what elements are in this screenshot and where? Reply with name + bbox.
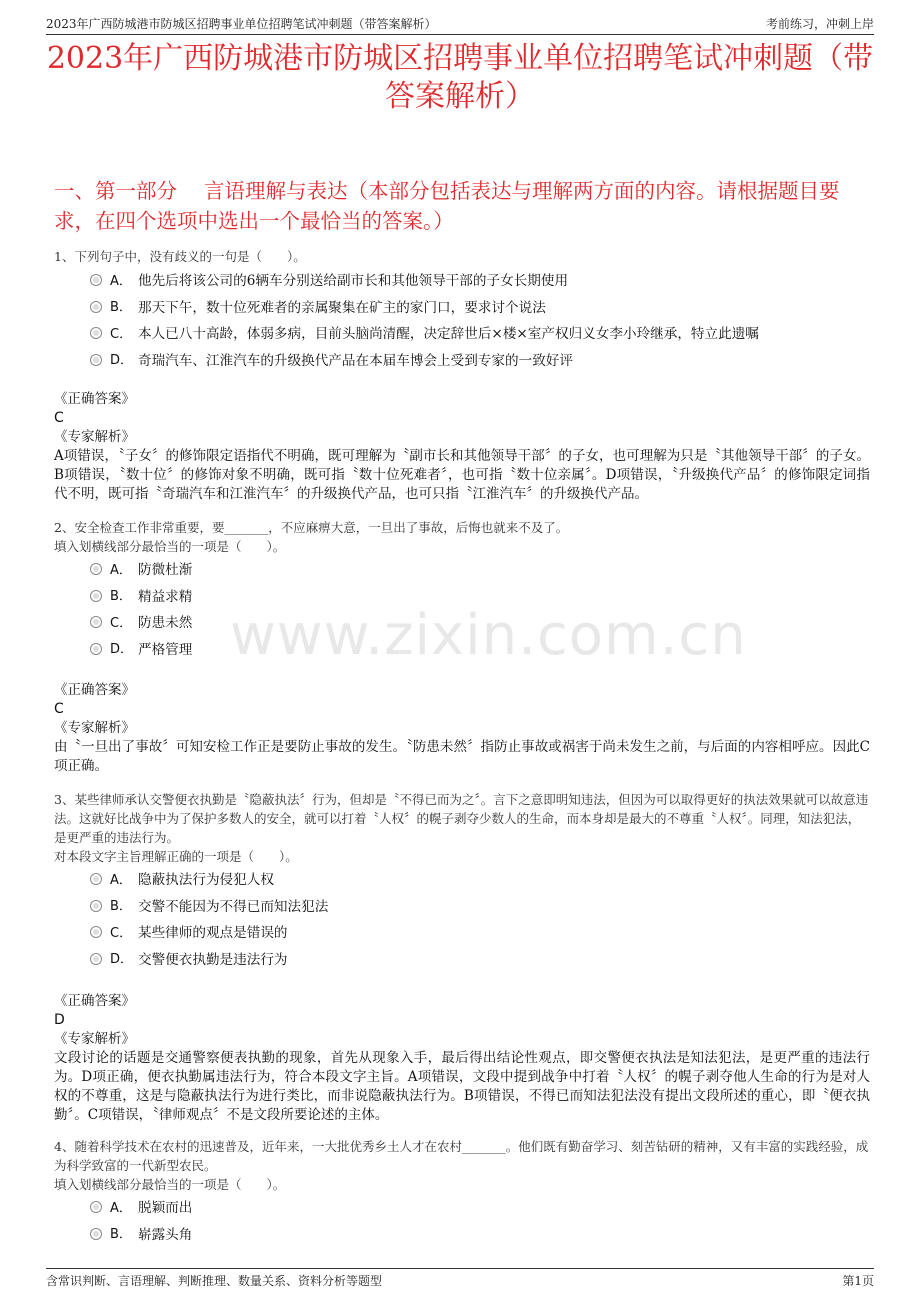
radio-icon[interactable] <box>90 327 102 339</box>
question-4-options <box>90 1193 192 1246</box>
option-3d[interactable]: D． 交警便衣执勤是违法行为 <box>90 945 328 972</box>
answer-block-1 <box>54 390 870 447</box>
option-3b[interactable]: B． 交警不能因为不得已而知法犯法 <box>90 892 328 919</box>
analysis-1: A项错误，〝子女〞的修饰限定语指代不明确，既可理解为〝副市长和其他领导干部〞的子女，也可理解为只是〝其他领导干部〞的子女。B项错误，〝数十位〞的修饰对象不明确，既可指〝数十位死难者〞，也可指〝数十位亲属〞。D项错误，〝升级换代产品〞的修饰限定词指代不明，既可指〝奇瑞汽车和江淮汽车〞的升级换代产品，也可只指〝江淮汽车〞的升级换代产品。 <box>54 448 870 502</box>
question-3-stem: 3、某些律师承认交警便衣执勤是〝隐蔽执法〞行为，但却是〝不得已而为之〞。言下之意即明知违法，但因为可以取得更好的执法效果就可以故意违法。这就好比战争中为了保护多数人的安全，就可以打着〝人权〞的幌子剥夺少数人的生命，而本身却是最大的不尊重〝人权〞。同理，知法犯法，是更严重的违法行为。 对本段文字主旨理解正确的一项是（ ）。 <box>54 792 869 864</box>
option-3a[interactable]: A． 隐蔽执法行为侵犯人权 <box>90 865 328 892</box>
header-left: 2023年广西防城港市防城区招聘事业单位招聘笔试冲刺题（带答案解析） <box>46 17 437 31</box>
radio-icon[interactable] <box>90 900 102 912</box>
expert-analysis-label: 《专家解析》 <box>54 720 135 736</box>
radio-icon[interactable] <box>90 354 102 366</box>
option-2b[interactable]: B． 精益求精 <box>90 582 192 609</box>
radio-icon[interactable] <box>90 1201 102 1213</box>
question-1-stem: 1、下列句子中，没有歧义的一句是（ ）。 <box>54 249 306 264</box>
option-4a[interactable]: A． 脱颖而出 <box>90 1193 192 1220</box>
correct-answer-label: 《正确答案》 <box>54 993 135 1009</box>
radio-icon[interactable] <box>90 301 102 313</box>
correct-answer-label: 《正确答案》 <box>54 682 135 698</box>
radio-icon[interactable] <box>90 274 102 286</box>
option-4b[interactable]: B． 崭露头角 <box>90 1220 192 1247</box>
radio-icon[interactable] <box>90 953 102 965</box>
page-footer <box>46 1268 874 1289</box>
question-4-stem: 4、随着科学技术在农村的迅速普及，近年来，一大批优秀乡土人才在农村_______。他们既有勤奋学习、刻苦钻研的精神，又有丰富的实践经验，成为科学致富的一代新型农民。 填入划横线部分最恰当的一项是（ ）。 <box>54 1139 869 1192</box>
expert-analysis-label: 《专家解析》 <box>54 1031 135 1047</box>
header-right: 考前练习，冲刺上岸 <box>765 17 874 31</box>
question-2-stem: 2、安全检查工作非常重要，要_______，不应麻痹大意，一旦出了事故，后悔也就来不及了。 填入划横线部分最恰当的一项是（ ）。 <box>54 520 569 554</box>
correct-answer: D <box>54 1012 65 1028</box>
question-2-options <box>90 555 192 661</box>
document-title: 2023年广西防城港市防城区招聘事业单位招聘笔试冲刺题（带答案解析） <box>46 41 874 114</box>
answer-block-3 <box>54 992 870 1049</box>
radio-icon[interactable] <box>90 563 102 575</box>
option-2a[interactable]: A． 防微杜渐 <box>90 555 192 582</box>
question-3-options <box>90 865 328 971</box>
option-1a[interactable]: A． 他先后将该公司的6辆车分别送给副市长和其他领导干部的子女长期使用 <box>90 266 759 293</box>
footer-left: 含常识判断、言语理解、判断推理、数量关系、资料分析等题型 <box>46 1274 383 1288</box>
option-3c[interactable]: C． 某些律师的观点是错误的 <box>90 918 328 945</box>
option-2c[interactable]: C． 防患未然 <box>90 608 192 635</box>
radio-icon[interactable] <box>90 926 102 938</box>
option-1d[interactable]: D． 奇瑞汽车、江淮汽车的升级换代产品在本届车博会上受到专家的一致好评 <box>90 346 759 373</box>
radio-icon[interactable] <box>90 643 102 655</box>
option-2d[interactable]: D． 严格管理 <box>90 635 192 662</box>
radio-icon[interactable] <box>90 873 102 885</box>
page-number: 第1页 <box>842 1274 874 1288</box>
radio-icon[interactable] <box>90 590 102 602</box>
analysis-3: 文段讨论的话题是交通警察便表执勤的现象，首先从现象入手，最后得出结论性观点，即交警便衣执法是知法犯法，是更严重的违法行为。D项正确，便衣执勤属违法行为，符合本段文字主旨。A项错误，文段中提到战争中打着〝人权〞的幌子剥夺他人生命的行为是对人权的不尊重，这是与隐蔽执法行为进行类比，而非说隐蔽执法行为。B项错误，不得已而知法犯法没有提出文段所述的重心，即〝便衣执勤〞。C项错误，〝律师观点〞不是文段所要论述的主体。 <box>54 1050 870 1123</box>
expert-analysis-label: 《专家解析》 <box>54 429 135 445</box>
question-1-options <box>90 266 759 372</box>
section-heading: 一、第一部分 言语理解与表达（本部分包括表达与理解两方面的内容。请根据题目要求，在四个选项中选出一个最恰当的答案。） <box>54 179 840 233</box>
radio-icon[interactable] <box>90 1228 102 1240</box>
radio-icon[interactable] <box>90 616 102 628</box>
analysis-2: 由〝一旦出了事故〞可知安检工作正是要防止事故的发生。〝防患未然〞指防止事故或祸害于尚未发生之前，与后面的内容相呼应。因此C项正确。 <box>54 739 870 774</box>
option-1c[interactable]: C． 本人已八十高龄，体弱多病，目前头脑尚清醒，决定辞世后×楼×室产权归义女李小玲继承，特立此遗嘱 <box>90 319 759 346</box>
page-header <box>46 10 874 35</box>
correct-answer: C <box>54 410 64 426</box>
option-1b[interactable]: B． 那天下午，数十位死难者的亲属聚集在矿主的家门口，要求讨个说法 <box>90 293 759 320</box>
watermark: www.zixin.com.cn <box>230 603 747 668</box>
correct-answer: C <box>54 701 64 717</box>
answer-block-2 <box>54 681 870 738</box>
correct-answer-label: 《正确答案》 <box>54 391 135 407</box>
